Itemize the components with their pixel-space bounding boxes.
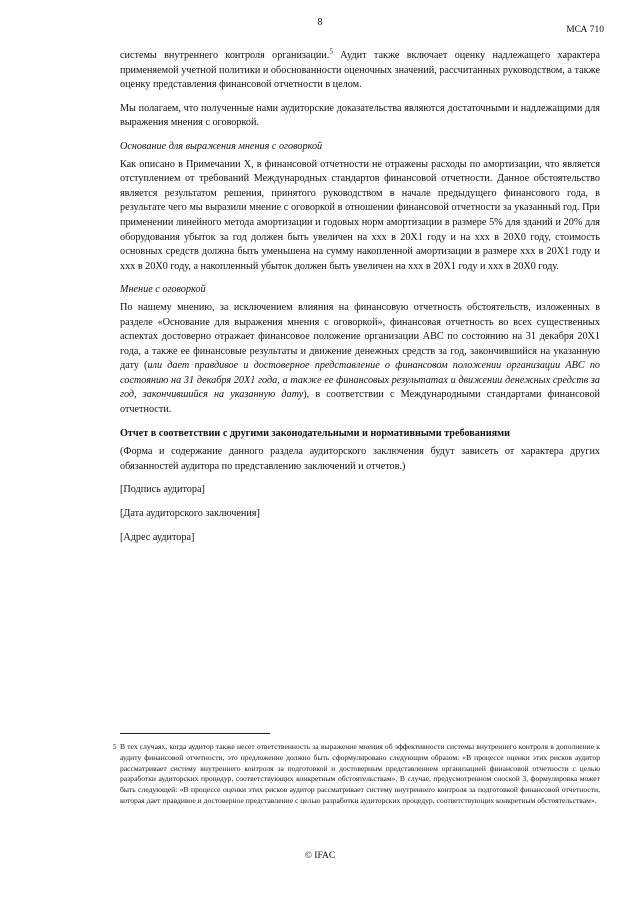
paragraph-audit-scope xyxy=(120,49,600,93)
footnote-divider xyxy=(120,733,270,734)
paragraph-other-requirements: (Форма и содержание данного раздела аудиторского заключения будут зависеть от характера других обязанностей аудитора по представлению заключений и отчетов.) xyxy=(120,446,600,472)
opinion-text: По нашему мнению, за исключением влияния на финансовую отчетность обстоятельств, изложенных в разделе «Основание для выражения мнения с оговоркой», финансовая отчетность во всех существенных аспектах достоверно отражает финансовое положение организации ABC по состоянию на 31 декабря 20X1 года, а также ее финансовые результаты и движение денежных средств за год, закончившийся на указанную дату ( xyxy=(120,301,600,372)
paragraph-evidence: Мы полагаем, что полученные нами аудиторские доказательства являются достаточными и надлежащими для выражения мнения с оговоркой. xyxy=(120,102,600,129)
heading-qualified-opinion: Мнение с оговоркой xyxy=(120,284,206,296)
paragraph-text: системы внутреннего контроля организации. xyxy=(120,50,330,61)
heading-other-requirements: Отчет в соответствии с другими законодательными и нормативными требованиями xyxy=(120,427,510,439)
auditor-signature-placeholder: [Подпись аудитора] xyxy=(120,484,205,496)
footnote-number: 5 xyxy=(113,743,117,751)
document-body xyxy=(120,49,600,554)
auditor-address-placeholder: [Адрес аудитора] xyxy=(120,531,195,543)
report-date-placeholder: [Дата аудиторского заключения] xyxy=(120,508,260,520)
paragraph-basis: Как описано в Примечании X, в финансовой отчетности не отражены расходы по амортизации, что является отступлением от требований Международных стандартов финансовой отчетности. Данное обстоятельство является результатом решения, принятого руководством в начале предыдущего финансового года, в результате чего мы выразили мнение с оговоркой в отношении финансовой отчетности за указанный год. При применении линейного метода амортизации и годовых норм амортизации в размере 5% для зданий и 20% для оборудования убыток за год должен быть увеличен на xxx в 20X1 году и на xxx в 20X0 году, стоимость основных средств должна быть уменьшена на сумму накопленной амортизации в размере xxx в 20X1 году и xxx в 20X0 году, а накопленный убыток должен быть увеличен на xxx в 20X1 году и xxx в 20X0 году. xyxy=(120,158,600,272)
document-code: МСА 710 xyxy=(566,25,604,35)
page-number: 8 xyxy=(317,17,323,28)
heading-basis-for-qualified-opinion: Основание для выражения мнения с оговоркой xyxy=(120,140,323,152)
copyright-footer: © IFAC xyxy=(304,851,336,861)
paragraph-opinion xyxy=(120,301,600,418)
paragraph-text-continued: Аудит также включает оценку надлежащего характера применяемой учетной политики и обоснованности оценочных значений, рассчитанных руководством, а также оценку представления финансовой отчетности в целом. xyxy=(120,50,600,91)
opinion-text-end: ), в соответствии с Международными стандартами финансовой отчетности. xyxy=(120,389,600,416)
footnote-reference[interactable]: 5 xyxy=(329,47,333,56)
opinion-alternative-wording: или дает правдивое и достоверное представление о финансовом положении организации ABC по состоянию на 31 декабря 20X1 года, а также ее финансовых результатах и движении денежных средств за год, закончившийся на указанную дату xyxy=(120,360,601,401)
footnote xyxy=(113,742,600,807)
footnote-text: В тех случаях, когда аудитор также несет ответственность за выражение мнения об эффективности системы внутреннего контроля в дополнение к аудиту финансовой отчетности, это предложение должно быть сформулировано следующим образом: «В процессе оценки этих рисков аудитор рассматривает систему внутреннего контроля за подготовкой и достоверным представлением организацией финансовой отчетности с целью разработки аудиторских процедур, соответствующих конкретным обстоятельствам». В случае, предусмотренном сноской 3, формулировка может быть следующей: «В процессе оценки этих рисков аудитор рассматривает систему внутреннего контроля за подготовкой финансовой отчетности, которая дает правдивое и достоверное представление с целью разработки аудиторских процедур, соответствующих конкретным обстоятельствам». xyxy=(120,742,600,805)
